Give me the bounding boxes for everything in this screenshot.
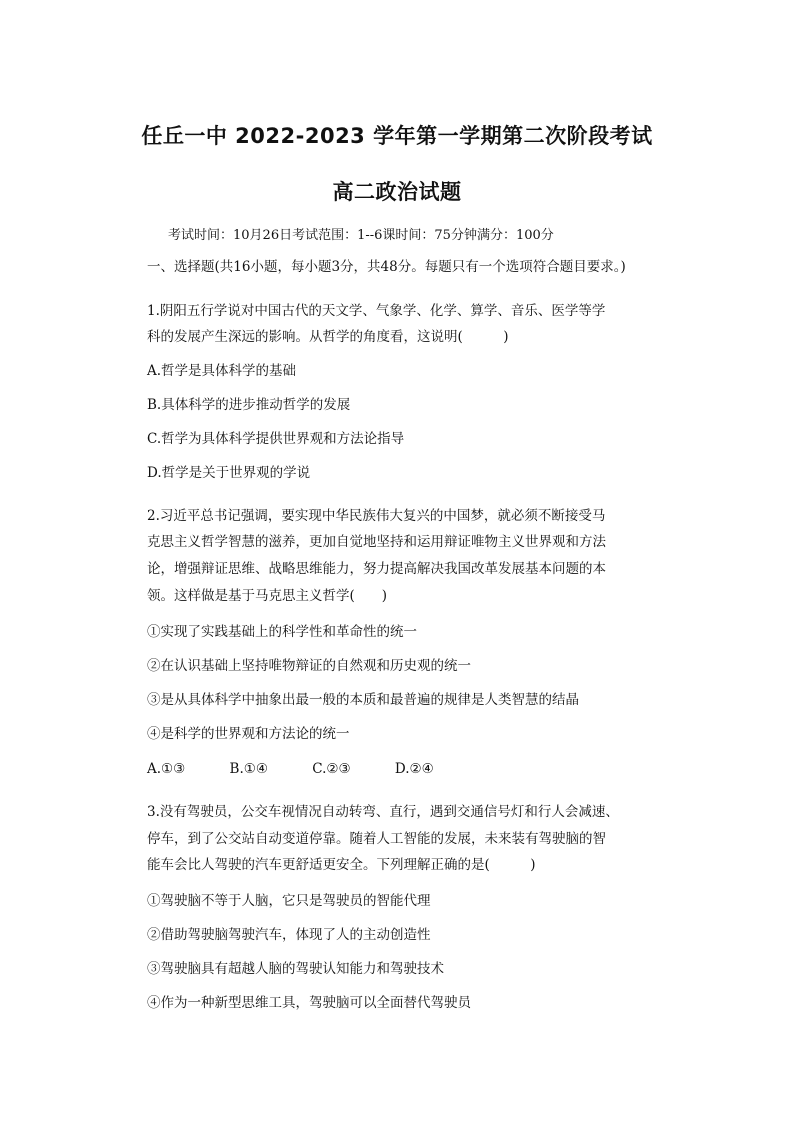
exam-info: 考试时间：10月26日考试范围：1--6课时间：75分钟满分：100分	[168, 228, 554, 243]
exam-subtitle: 高二政治试题	[332, 180, 462, 204]
section-heading: 一、选择题(共16小题，每小题3分，共48分。每题只有一个选项符合题目要求。)	[147, 259, 626, 275]
q1-option-c: C.哲学为具体科学提供世界观和方法论指导	[147, 431, 405, 447]
q1-option-a: A.哲学是具体科学的基础	[147, 363, 297, 379]
q2-stem-line: 领。这样做是基于马克思主义哲学( )	[147, 588, 388, 604]
q2-item-4: ④是科学的世界观和方法论的统一	[147, 726, 350, 742]
q1-stem-line: 科的发展产生深远的影响。从哲学的角度看，这说明( )	[147, 329, 509, 345]
exam-title: 任丘一中 2022-2023 学年第一学期第二次阶段考试	[141, 124, 653, 148]
q2-stem-line: 论，增强辩证思维、战略思维能力，努力提高解决我国改革发展基本问题的本	[147, 561, 606, 577]
q1-option-d: D.哲学是关于世界观的学说	[147, 465, 311, 481]
q2-item-1: ①实现了实践基础上的科学性和革命性的统一	[147, 624, 417, 640]
q2-stem-line: 2.习近平总书记强调，要实现中华民族伟大复兴的中国梦，就必须不断接受马	[147, 508, 606, 524]
q2-choice-c: C.②③	[312, 761, 351, 777]
q2-choice-d: D.②④	[394, 761, 434, 777]
q2-item-2: ②在认识基础上坚持唯物辩证的自然观和历史观的统一	[147, 658, 471, 674]
q2-stem-line: 克思主义哲学智慧的滋养，更加自觉地坚持和运用辩证唯物主义世界观和方法	[147, 534, 606, 550]
q2-choices	[147, 760, 474, 778]
q3-stem-line: 停车，到了公交站自动变道停靠。随着人工智能的发展，未来装有驾驶脑的智	[147, 831, 606, 847]
q1-stem-line: 1.阴阳五行学说对中国古代的天文学、气象学、化学、算学、音乐、医学等学	[147, 303, 606, 319]
q2-choice-b: B.①④	[229, 761, 268, 777]
q1-option-b: B.具体科学的进步推动哲学的发展	[147, 397, 351, 413]
q3-item-2: ②借助驾驶脑驾驶汽车，体现了人的主动创造性	[147, 927, 431, 943]
q3-item-3: ③驾驶脑具有超越人脑的驾驶认知能力和驾驶技术	[147, 961, 444, 977]
q2-item-3: ③是从具体科学中抽象出最一般的本质和最普遍的规律是人类智慧的结晶	[147, 692, 579, 708]
q3-stem-line: 3.没有驾驶员，公交车视情况自动转弯、直行，遇到交通信号灯和行人会减速、	[147, 804, 619, 820]
q3-item-1: ①驾驶脑不等于人脑，它只是驾驶员的智能代理	[147, 893, 431, 909]
q2-choice-a: A.①③	[147, 761, 186, 777]
q3-item-4: ④作为一种新型思维工具，驾驶脑可以全面替代驾驶员	[147, 995, 471, 1011]
q3-stem-line: 能车会比人驾驶的汽车更舒适更安全。下列理解正确的是( )	[147, 857, 536, 873]
